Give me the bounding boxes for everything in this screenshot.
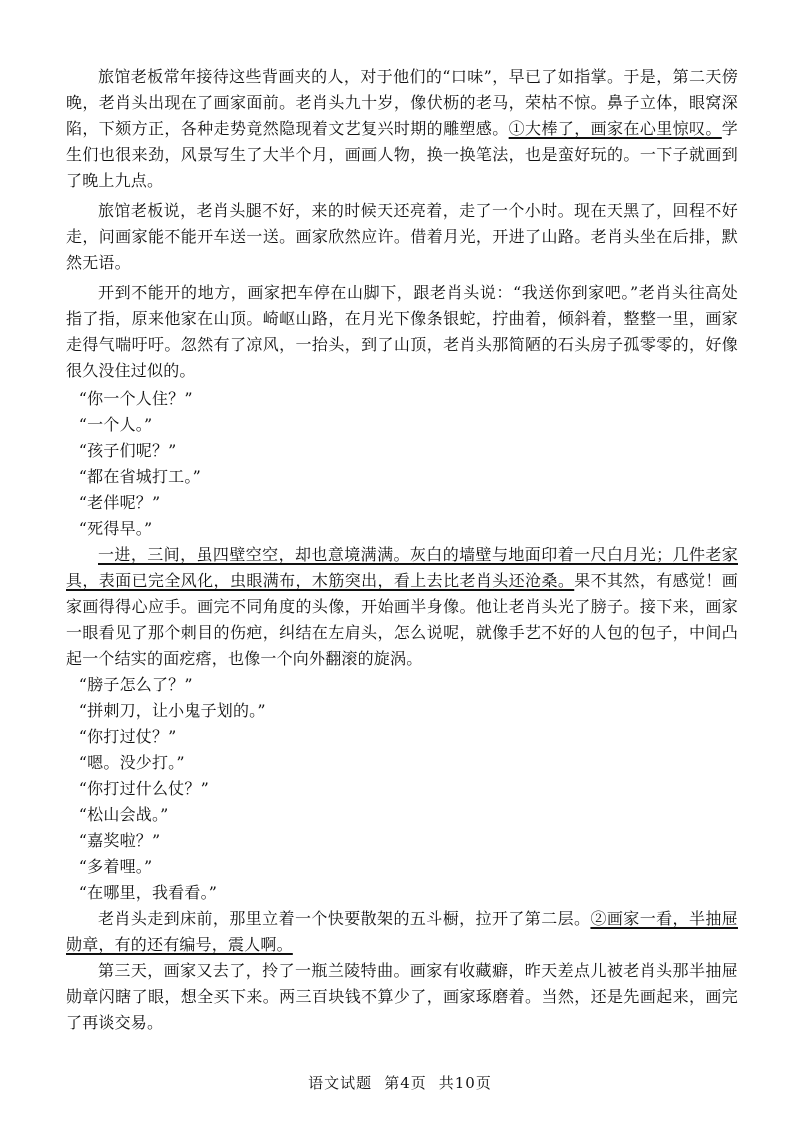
page-footer (0, 1072, 800, 1093)
dialogue-line: “嗯。没少打。” (78, 753, 185, 772)
paragraph-3: 开到不能开的地方，画家把车停在山脚下，跟老肖头说：“我送你到家吧。”老肖头往高处指了指，原来他家在山顶。崎岖山路，在月光下像条银蛇，拧曲着，倾斜着，整整一里，画家走得气喘吁吁。忽然有了凉风，一抬头，到了山顶，老肖头那简陋的石头房子孤零零的，好像很久没住过似的。 (66, 283, 738, 380)
dialogue-line: “都在省城打工。” (78, 467, 201, 486)
dialogue-line: “一个人。” (78, 415, 153, 434)
dialogue-line: “你打过仗？” (78, 727, 177, 746)
dialogue-line: “你一个人住？” (78, 389, 193, 408)
dialogue-line: “膀子怎么了？” (78, 675, 193, 694)
paragraph-1 (66, 64, 738, 194)
dialogue-line: “多着哩。” (78, 857, 153, 876)
footer-page-number: 第4页 (384, 1074, 427, 1092)
dialogue-line: “你打过什么仗？” (78, 779, 209, 798)
paragraph-1-text: 旅馆老板常年接待这些背画夹的人，对于他们的“口味”，早已了如指掌。于是，第二天傍晚，老肖头出现在了画家面前。老肖头九十岁，像伏枥的老马，荣枯不惊。鼻子立体，眼窝深陷，下颏方正，各种走势竟然隐现着文艺复兴时期的雕塑感。 (66, 67, 738, 138)
dialogue-line: “老伴呢？” (78, 493, 161, 512)
dialogue-line: “在哪里，我看看。” (78, 883, 218, 902)
underlined-sentence-2: ②画家一看，半抽屉勋章，有的还有编号，震人啊。 (66, 909, 738, 954)
paragraph-5-text: 老肖头走到床前，那里立着一个快要散架的五斗橱，拉开了第二层。 (98, 909, 591, 928)
dialogue-line: “嘉奖啦？” (78, 831, 161, 850)
dialogue-line: “松山会战。” (78, 805, 169, 824)
paragraph-1-rest: 学生们也很来劲，风景写生了大半个月，画画人物，换一换笔法，也是蛮好玩的。一下子就画到了晚上九点。 (66, 119, 738, 190)
dialogue-line: “拼刺刀，让小鬼子划的。” (78, 701, 266, 720)
underlined-passage: 一进，三间，虽四壁空空，却也意境满满。灰白的墙壁与地面印着一尺白月光；几件老家具，表面已完全风化，虫眼满布，木筋突出，看上去比老肖头还沧桑。 (66, 545, 738, 590)
paragraph-2: 旅馆老板说，老肖头腿不好，来的时候天还亮着，走了一个小时。现在天黑了，回程不好走，问画家能不能开车送一送。画家欣然应许。借着月光，开进了山路。老肖头坐在后排，默然无语。 (66, 201, 738, 272)
footer-total-pages: 共10页 (438, 1074, 492, 1092)
dialogue-line: “死得早。” (78, 519, 153, 538)
paragraph-6: 第三天，画家又去了，拎了一瓶兰陵特曲。画家有收藏癖，昨天差点儿被老肖头那半抽屉勋章闪瞎了眼，想全买下来。两三百块钱不算少了，画家琢磨着。当然，还是先画起来，画完了再谈交易。 (66, 961, 738, 1032)
dialogue-line: “孩子们呢？” (78, 441, 177, 460)
paragraph-4 (66, 542, 738, 672)
underlined-sentence-1: ①大棒了，画家在心里惊叹。 (508, 119, 722, 138)
paragraph-4-rest: 果不其然，有感觉！画家画得得心应手。画完不同角度的头像，开始画半身像。他让老肖头光了膀子。接下来，画家一眼看见了那个刺目的伤疤，纠结在左肩头，怎么说呢，就像手艺不好的人包的包子，中间凸起一个结实的面疙瘩，也像一个向外翻滚的旋涡。 (66, 571, 738, 668)
document-body (66, 64, 738, 1036)
paragraph-5 (66, 906, 738, 958)
footer-subject: 语文试题 (308, 1074, 373, 1092)
